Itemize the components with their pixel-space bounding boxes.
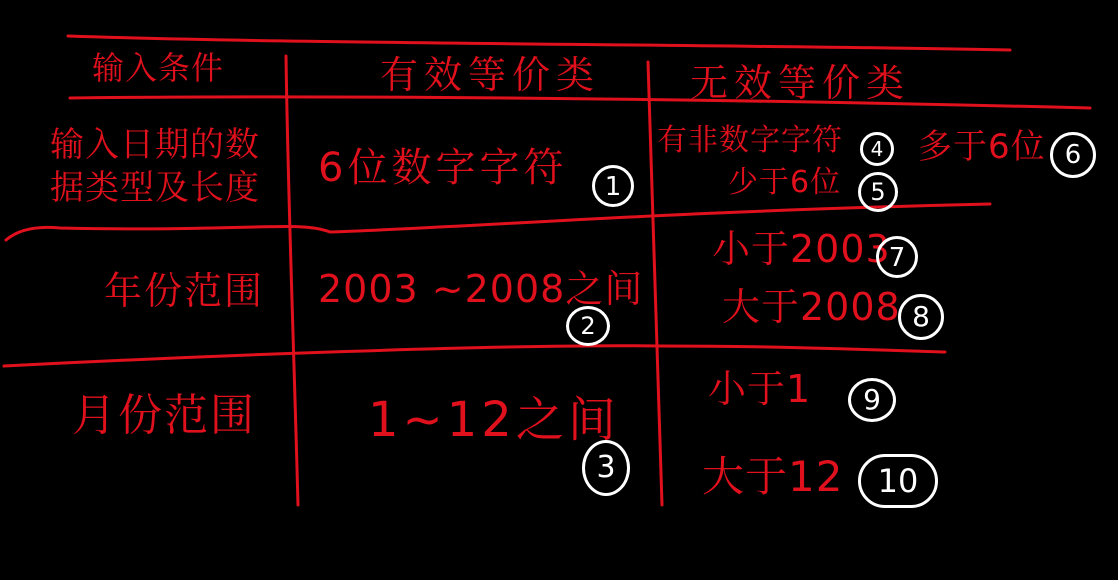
grid-line-header [70,97,1090,108]
header-valid: 有效等价类 [380,53,601,97]
row2-condition: 年份范围 [104,269,265,313]
marker-7: 7 [876,236,918,278]
row1-condition [50,124,280,209]
row2-invalid-text-2: 大于2008 [722,285,901,329]
grid-line-col1 [286,56,298,505]
row2-invalid-text-1: 小于2003 [712,227,891,271]
row3-condition: 月份范围 [72,390,256,441]
marker-9: 9 [848,378,896,422]
marker-3: 3 [582,440,630,496]
row1-invalid-text-1: 有非数字字符 [657,123,843,158]
marker-1: 1 [592,165,634,207]
row1-invalid-text-2: 少于6位 [728,165,842,200]
row3-invalid-text-1: 小于1 [708,367,812,411]
grid-line-top [68,36,1010,50]
header-condition: 输入条件 [92,49,225,87]
marker-6: 6 [1050,132,1096,178]
marker-4: 4 [860,132,894,166]
row1-condition-text: 输入日期的数据类型及长度 [50,125,260,208]
row3-invalid-text-2: 大于12 [702,452,844,501]
row3-valid-text: 1~12之间 [368,392,620,448]
marker-5: 5 [858,172,898,212]
row1-invalid-text-3: 多于6位 [918,127,1046,167]
marker-8: 8 [898,294,944,340]
row2-valid-text: 2003 ~2008之间 [318,267,644,311]
row1-valid-text: 6位数字字符 [318,145,568,191]
header-invalid: 无效等价类 [690,61,911,105]
marker-2: 2 [566,306,610,346]
marker-10: 10 [858,454,938,508]
grid-line-row2 [4,346,945,366]
